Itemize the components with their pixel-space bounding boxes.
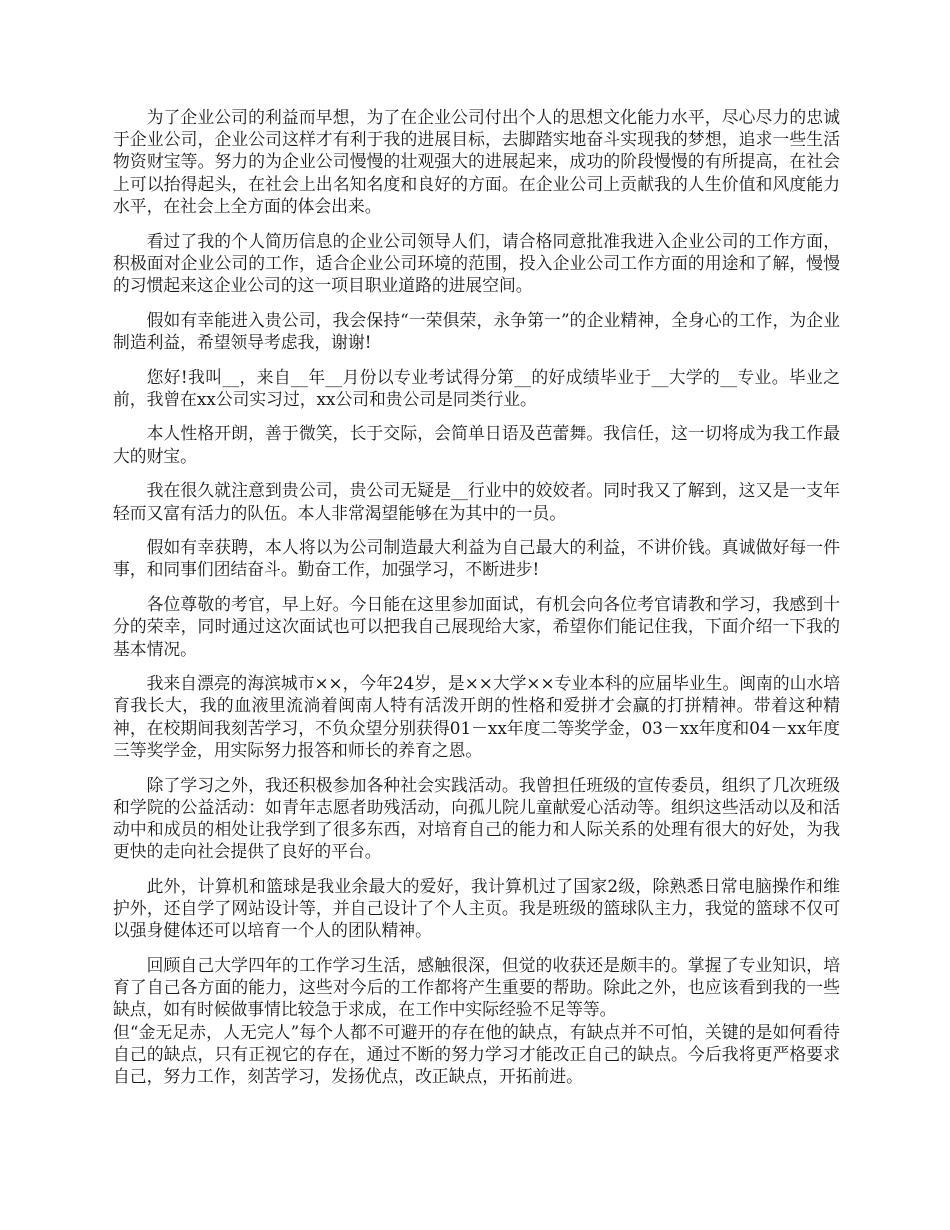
- paragraph-12: [113, 954, 840, 1087]
- paragraph-11: 此外，计算机和篮球是我业余最大的爱好，我计算机过了国家2级，除熟悉日常电脑操作和维护外，还自学了网站设计等，并自己设计了个人主页。我是班级的篮球队主力，我觉的篮球不仅可以强身健体还可以培育一个人的团队精神。: [113, 875, 840, 941]
- paragraph-8: 各位尊敬的考官，早上好。今日能在这里参加面试，有机会向各位考官请教和学习，我感到十分的荣幸，同时通过这次面试也可以把我自己展现给大家，希望你们能记住我，下面介绍一下我的基本情况。: [113, 594, 840, 659]
- paragraph-12-part-1: 回顾自己大学四年的工作学习生活，感触很深，但觉的收获还是颇丰的。掌握了专业知识，培育了自己各方面的能力，这些对今后的工作都将产生重要的帮助。除此之外，也应该看到我的一些缺点，如有时候做事情比较急于求成，在工作中实际经验不足等等。: [113, 955, 840, 1020]
- paragraph-7: 假如有幸获聘，本人将以为公司制造最大利益为自己最大的利益，不讲价钱。真诚做好每一件事，和同事们团结奋斗。勤奋工作，加强学习，不断进步!: [113, 537, 840, 580]
- paragraph-3: 假如有幸能进入贵公司，我会保持“一荣俱荣，永争第一”的企业精神，全身心的工作，为企业制造利益，希望领导考虑我，谢谢!: [113, 309, 840, 352]
- paragraph-10: 除了学习之外，我还积极参加各种社会实践活动。我曾担任班级的宣传委员，组织了几次班级和学院的公益活动：如青年志愿者助残活动，向孤儿院儿童献爱心活动等。组织这些活动以及和活动中和成员的相处让我学到了很多东西，对培育自己的能力和人际关系的处理有很大的好处，为我更快的走向社会提供了良好的平台。: [113, 774, 840, 862]
- paragraph-6: 我在很久就注意到贵公司，贵公司无疑是__行业中的姣姣者。同时我又了解到，这又是一支年轻而又富有活力的队伍。本人非常渴望能够在为其中的一员。: [113, 480, 840, 523]
- paragraph-4: 您好!我叫__，来自__年__月份以专业考试得分第__的好成绩毕业于__大学的__专业。毕业之前，我曾在xx公司实习过，xx公司和贵公司是同类行业。: [113, 366, 840, 409]
- paragraph-5: 本人性格开朗，善于微笑，长于交际，会简单日语及芭蕾舞。我信任，这一切将成为我工作最大的财宝。: [113, 423, 840, 466]
- paragraph-9: 我来自漂亮的海滨城市××，今年24岁，是××大学××专业本科的应届毕业生。闽南的山水培育我长大，我的血液里流淌着闽南人特有活泼开朗的性格和爱拼才会赢的打拼精神。带着这种精神，在校期间我刻苦学习，不负众望分别获得01－xx年度二等奖学金，03－xx年度和04－xx年度三等奖学金，用实际努力报答和师长的养育之恩。: [113, 673, 840, 760]
- paragraph-12-part-2: 但“金无足赤，人无完人”每个人都不可避开的存在他的缺点，有缺点并不可怕，关键的是如何看待自己的缺点，只有正视它的存在，通过不断的努力学习才能改正自己的缺点。今后我将更严格要求自己，努力工作，刻苦学习，发扬优点，改正缺点，开拓前进。: [113, 1021, 840, 1087]
- paragraph-1: 为了企业公司的利益而早想，为了在企业公司付出个人的思想文化能力水平，尽心尽力的忠诚于企业公司，企业公司这样才有利于我的进展目标，去脚踏实地奋斗实现我的梦想，追求一些生活物资财宝等。努力的为企业公司慢慢的壮观强大的进展起来，成功的阶段慢慢的有所提高，在社会上可以抬得起头，在社会上出名知名度和良好的方面。在企业公司上贡献我的人生价值和风度能力水平，在社会上全方面的体会出来。: [113, 107, 840, 216]
- document-body: [113, 106, 840, 1100]
- paragraph-2: 看过了我的个人简历信息的企业公司领导人们，请合格同意批准我进入企业公司的工作方面，积极面对企业公司的工作，适合企业公司环境的范围，投入企业公司工作方面的用途和了解，慢慢的习惯起来这企业公司的这一项目职业道路的进展空间。: [113, 230, 840, 295]
